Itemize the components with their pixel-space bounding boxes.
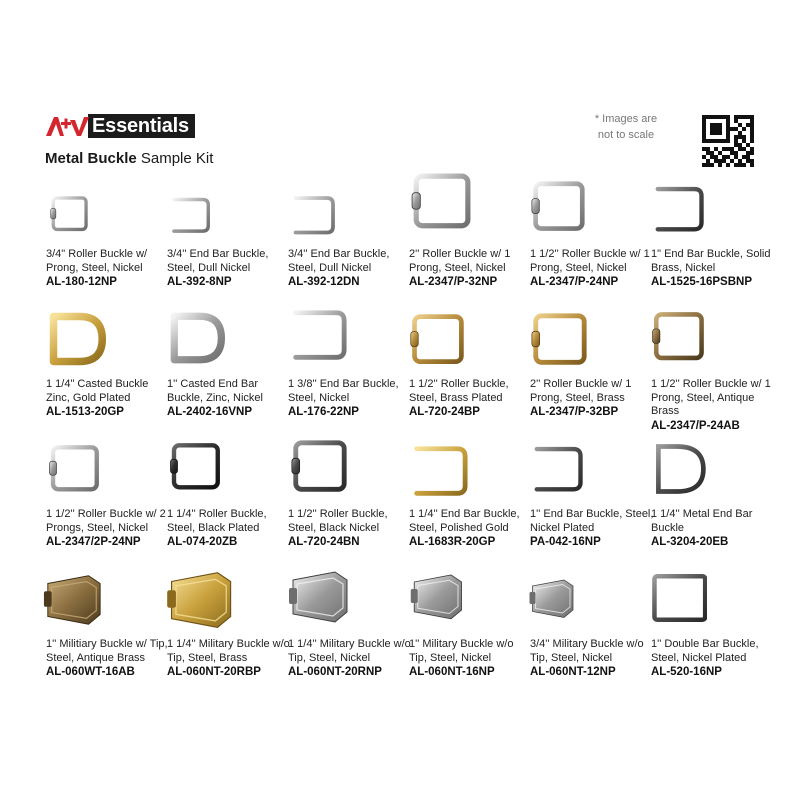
military-buckle-icon bbox=[42, 564, 104, 634]
product-code: AL-392-12DN bbox=[288, 276, 360, 288]
product-item bbox=[649, 432, 771, 562]
product-item bbox=[286, 172, 408, 302]
product-label bbox=[167, 638, 291, 679]
military-buckle-icon bbox=[528, 574, 576, 622]
product-code: AL-720-24BP bbox=[409, 406, 480, 418]
product-code: AL-392-8NP bbox=[167, 276, 232, 288]
product-label bbox=[46, 378, 170, 419]
product-item bbox=[407, 562, 529, 692]
product-item bbox=[528, 302, 650, 432]
product-description: 1" End Bar Buckle, Solid Brass, Nickel bbox=[651, 248, 771, 274]
product-description: 1 1/2'' Roller Buckle w/ 1 Prong, Steel, Nickel bbox=[530, 248, 650, 274]
product-item bbox=[407, 302, 529, 432]
product-description: 1 1/4'' End Bar Buckle, Steel, Polished Gold bbox=[409, 508, 520, 534]
product-label bbox=[167, 248, 291, 289]
end-bar-buckle-icon bbox=[167, 194, 211, 238]
military-buckle-icon bbox=[286, 566, 352, 626]
end-bar-buckle-icon bbox=[286, 306, 348, 366]
product-code: AL-060NT-20RNP bbox=[288, 666, 382, 678]
product-label bbox=[288, 508, 412, 549]
military-buckle-icon bbox=[165, 564, 235, 634]
roller-buckle-icon bbox=[528, 310, 590, 372]
product-description: 1'' Double Bar Buckle, Steel, Nickel Plated bbox=[651, 638, 759, 664]
roller-buckle-icon bbox=[649, 308, 707, 368]
end-bar-buckle-icon bbox=[649, 180, 705, 240]
product-label bbox=[651, 378, 775, 433]
product-item bbox=[165, 562, 290, 692]
product-label bbox=[409, 248, 533, 289]
product-label bbox=[530, 378, 654, 419]
product-code: AL-176-22NP bbox=[288, 406, 359, 418]
product-description: 1'' Militiary Buckle w/ Tip, Steel, Antique Brass bbox=[46, 638, 168, 664]
title-regular: Sample Kit bbox=[136, 150, 214, 167]
product-code: AL-3204-20EB bbox=[651, 536, 729, 548]
product-description: 1 1/2'' Roller Buckle w/ 2 Prongs, Steel, Nickel bbox=[46, 508, 166, 534]
end-bar-buckle-icon bbox=[288, 192, 336, 240]
product-code: AL-060NT-20RBP bbox=[167, 666, 261, 678]
product-code: AL-060NT-12NP bbox=[530, 666, 616, 678]
product-description: 1 1/4'' Metal End Bar Buckle bbox=[651, 508, 753, 534]
product-label bbox=[167, 378, 291, 419]
product-description: 1 1/2'' Roller Buckle, Steel, Black Nickel bbox=[288, 508, 388, 534]
product-description: 3/4'' End Bar Buckle, Steel, Dull Nickel bbox=[167, 248, 269, 274]
product-code: AL-2402-16VNP bbox=[167, 406, 253, 418]
product-label bbox=[409, 378, 533, 419]
product-label bbox=[409, 508, 533, 549]
product-code: AL-2347/2P-24NP bbox=[46, 536, 141, 548]
product-description: 1 1/2'' Roller Buckle, Steel, Brass Plated bbox=[409, 378, 509, 404]
d-ring-buckle-icon bbox=[649, 438, 709, 500]
product-description: 1 3/8'' End Bar Buckle, Steel, Nickel bbox=[288, 378, 399, 404]
product-code: AL-060NT-16NP bbox=[409, 666, 495, 678]
page-title bbox=[45, 150, 213, 167]
product-label bbox=[530, 638, 654, 679]
product-item bbox=[649, 302, 771, 432]
product-label bbox=[288, 378, 412, 419]
product-label bbox=[651, 508, 775, 549]
product-item bbox=[44, 432, 166, 562]
product-label bbox=[167, 508, 291, 549]
product-code: AL-1513-20GP bbox=[46, 406, 124, 418]
military-buckle-icon bbox=[409, 568, 465, 624]
product-label bbox=[651, 638, 775, 679]
roller-buckle-icon bbox=[288, 438, 350, 498]
roller-buckle-icon bbox=[48, 194, 90, 236]
double-bar-buckle-icon bbox=[649, 568, 707, 628]
product-label bbox=[46, 638, 170, 679]
product-label bbox=[409, 638, 533, 679]
product-item bbox=[286, 562, 411, 692]
roller-buckle-icon bbox=[528, 180, 588, 236]
brand-name: Essentials bbox=[88, 114, 195, 138]
product-code: AL-2347/P-24NP bbox=[530, 276, 619, 288]
product-label bbox=[288, 248, 412, 289]
product-item bbox=[44, 172, 166, 302]
product-label bbox=[288, 638, 412, 679]
product-description: 1 1/4'' Military Buckle w/o Tip, Steel, Brass bbox=[167, 638, 290, 664]
end-bar-buckle-icon bbox=[407, 442, 469, 502]
product-item bbox=[286, 432, 408, 562]
product-item bbox=[528, 172, 650, 302]
product-item bbox=[286, 302, 408, 432]
product-code: AL-2347/P-24AB bbox=[651, 419, 740, 432]
product-item bbox=[165, 302, 287, 432]
brand-logo bbox=[44, 114, 195, 138]
product-description: 3/4'' End Bar Buckle, Steel, Dull Nickel bbox=[288, 248, 390, 274]
product-code: AL-180-12NP bbox=[46, 276, 117, 288]
roller-buckle-icon bbox=[167, 440, 223, 496]
product-item bbox=[165, 172, 287, 302]
casted-buckle-icon bbox=[46, 308, 106, 370]
product-description: 1 1/4" Casted Buckle Zinc, Gold Plated bbox=[46, 378, 149, 404]
product-description: 1 1/2'' Roller Buckle w/ 1 Prong, Steel, Antique Brass bbox=[651, 378, 771, 417]
product-item bbox=[649, 562, 771, 692]
product-label bbox=[651, 248, 775, 289]
product-item bbox=[44, 302, 166, 432]
product-code: AL-1525-16PSBNP bbox=[651, 276, 752, 288]
qr-code-icon bbox=[702, 115, 754, 167]
av-logo-mark-icon bbox=[44, 114, 92, 138]
product-code: AL-520-16NP bbox=[651, 666, 722, 678]
product-item bbox=[44, 562, 166, 692]
scale-note-line2: not to scale bbox=[597, 129, 655, 141]
end-bar-buckle-icon bbox=[528, 442, 584, 498]
product-description: 1 1/4'' Military Buckle w/o Tip, Steel, Nickel bbox=[288, 638, 411, 664]
product-code: AL-074-20ZB bbox=[167, 536, 238, 548]
product-item bbox=[407, 172, 529, 302]
roller-buckle-icon bbox=[407, 172, 475, 234]
product-code: PA-042-16NP bbox=[530, 536, 601, 548]
product-label bbox=[530, 248, 654, 289]
roller-buckle-icon bbox=[46, 442, 102, 498]
product-code: AL-1683R-20GP bbox=[409, 536, 496, 548]
product-code: AL-2347/P-32NP bbox=[409, 276, 498, 288]
roller-buckle-icon bbox=[407, 310, 467, 372]
product-item bbox=[407, 432, 529, 562]
product-description: 3/4" Roller Buckle w/ Prong, Steel, Nickel bbox=[46, 248, 148, 274]
casted-buckle-icon bbox=[167, 308, 225, 368]
product-description: 1'' Military Buckle w/o Tip, Steel, Nickel bbox=[409, 638, 514, 664]
product-label bbox=[46, 248, 170, 289]
product-description: 1'' End Bar Buckle, Steel, Nickel Plated bbox=[530, 508, 654, 534]
product-code: AL-720-24BN bbox=[288, 536, 360, 548]
product-code: AL-2347/P-32BP bbox=[530, 406, 619, 418]
product-item bbox=[528, 432, 654, 562]
product-description: 1'' Casted End Bar Buckle, Zinc, Nickel bbox=[167, 378, 263, 404]
product-item bbox=[649, 172, 771, 302]
product-code: AL-060WT-16AB bbox=[46, 666, 135, 678]
title-bold: Metal Buckle bbox=[45, 150, 137, 167]
product-label bbox=[46, 508, 170, 549]
product-description: 2'' Roller Buckle w/ 1 Prong, Steel, Nickel bbox=[409, 248, 511, 274]
product-item bbox=[528, 562, 650, 692]
product-description: 3/4'' Military Buckle w/o Tip, Steel, Nickel bbox=[530, 638, 644, 664]
product-item bbox=[165, 432, 287, 562]
product-description: 2'' Roller Buckle w/ 1 Prong, Steel, Brass bbox=[530, 378, 632, 404]
product-label bbox=[530, 508, 654, 549]
product-grid bbox=[44, 172, 771, 692]
product-description: 1 1/4'' Roller Buckle, Steel, Black Plated bbox=[167, 508, 267, 534]
scale-note bbox=[588, 111, 664, 143]
scale-note-line1: * Images are bbox=[594, 113, 658, 125]
